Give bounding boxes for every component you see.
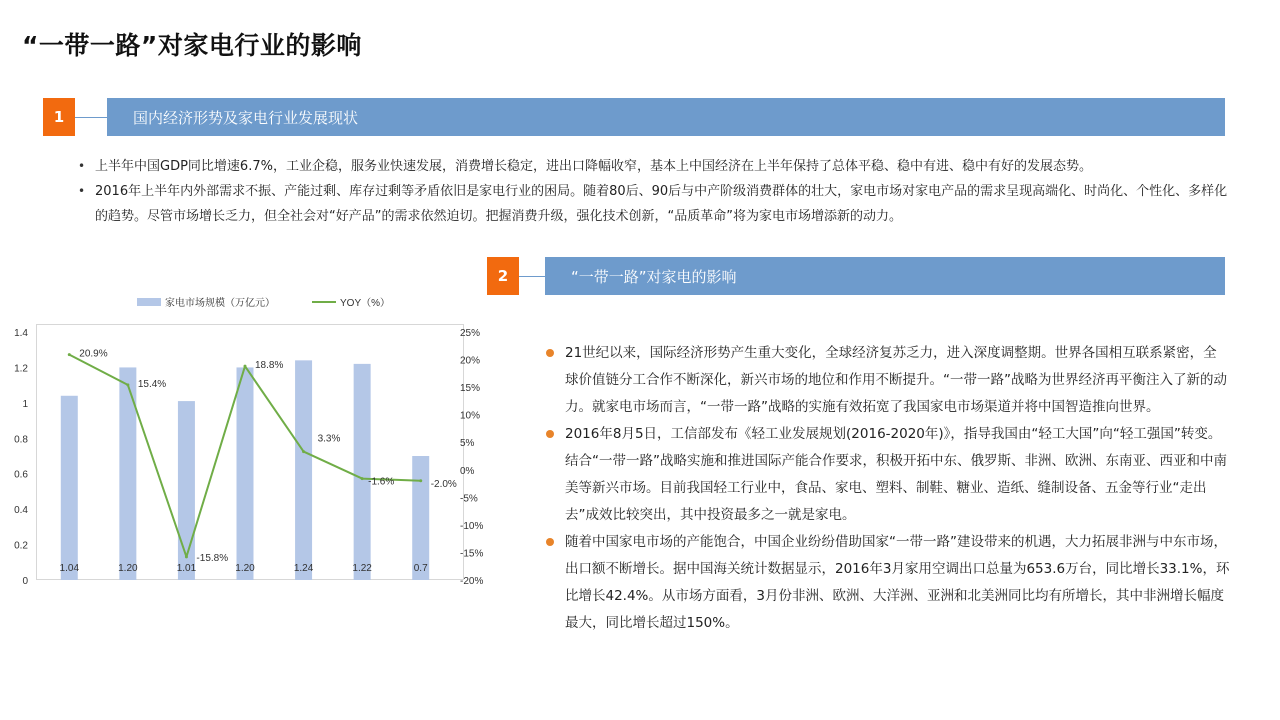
section-2-connector <box>519 276 545 277</box>
yoy-value-label: -1.6% <box>368 476 395 488</box>
left-axis-tick-label: 0.6 <box>14 469 28 481</box>
yoy-point <box>361 477 364 480</box>
yoy-point <box>68 353 71 356</box>
right-axis-tick-label: -15% <box>460 548 484 560</box>
bar <box>237 367 254 580</box>
yoy-value-label: 3.3% <box>317 433 341 445</box>
right-axis-tick-label: 5% <box>460 438 475 450</box>
yoy-point <box>419 479 422 482</box>
bar <box>295 360 312 580</box>
section-2-bullet: 2016年8月5日，工信部发布《轻工业发展规划(2016-2020年)》，指导我国由“轻工大国”向“轻工强国”转变。结合“一带一路”战略实施和推进国际产能合作要求，积极开拓中东、俄罗斯、非洲、欧洲、东南亚、西亚和中南美等新兴市场。目前我国轻工行业中，食品、家电、塑料、制鞋、糖业、造纸、缝制设备、五金等行业“走出去”成效比较突出，其中投资最多之一就是家电。 <box>545 421 1230 529</box>
bar-value-label: 1.20 <box>235 563 255 574</box>
right-axis-tick-label: -20% <box>460 576 484 587</box>
section-2-heading: “一带一路”对家电的影响 <box>545 257 1225 295</box>
market-chart <box>0 290 500 590</box>
section-2-bullet: 随着中国家电市场的产能饱合，中国企业纷纷借助国家“一带一路”建设带来的机遇，大力拓展非洲与中东市场，出口额不断增长。据中国海关统计数据显示，2016年3月家用空调出口总量为653.6万台，同比增长33.1%，环比增长42.4%。从市场方面看，3月份非洲、欧洲、大洋洲、亚洲和北美洲同比均有所增长，其中非洲增长幅度最大，同比增长超过150%。 <box>545 529 1230 637</box>
right-axis-tick-label: 20% <box>460 355 481 367</box>
section-1-connector <box>75 117 107 118</box>
legend-bar-label: 家电市场规模（万亿元） <box>165 298 275 309</box>
section-2-bullet: 21世纪以来，国际经济形势产生重大变化，全球经济复苏乏力，进入深度调整期。世界各国相互联系紧密，全球价值链分工合作不断深化，新兴市场的地位和作用不断提升。“一带一路”战略为世界经济再平衡注入了新的动力。就家电市场而言，“一带一路”战略的实施有效拓宽了我国家电市场渠道并将中国智造推向世界。 <box>545 340 1230 421</box>
right-axis-tick-label: 0% <box>460 465 475 477</box>
left-axis-tick-label: 0.2 <box>14 540 28 552</box>
section-1-heading: 国内经济形势及家电行业发展现状 <box>107 98 1225 136</box>
right-axis-tick-label: -10% <box>460 520 484 532</box>
yoy-value-label: 20.9% <box>79 348 108 360</box>
section-1-bullet: • 上半年中国GDP同比增速6.7%，工业企稳，服务业快速发展，消费增长稳定，进出口降幅收窄，基本上中国经济在上半年保持了总体平稳、稳中有进、稳中有好的发展态势。 <box>78 154 1228 179</box>
section-1-bullet: • 2016年上半年内外部需求不振、产能过剩、库存过剩等矛盾依旧是家电行业的困局。随着80后、90后与中产阶级消费群体的壮大，家电市场对家电产品的需求呈现高端化、时尚化、个性化、多样化的趋势。尽管市场增长乏力，但全社会对“好产品”的需求依然迫切。把握消费升级，强化技术创新，“品质革命”将为家电市场增添新的动力。 <box>78 179 1228 229</box>
section-1-number: 1 <box>43 98 75 136</box>
section-1-bullet-list <box>78 154 1228 229</box>
bar <box>354 364 371 580</box>
left-axis-tick-label: 1.2 <box>14 363 28 375</box>
right-axis-tick-label: 15% <box>460 383 481 395</box>
section-2-number: 2 <box>487 257 519 295</box>
yoy-value-label: 15.4% <box>137 378 167 390</box>
bar-value-label: 1.24 <box>293 563 314 574</box>
bar-value-label: 1.20 <box>118 563 138 574</box>
right-axis-tick-label: 25% <box>460 328 481 339</box>
left-axis-tick-label: 0.4 <box>14 505 28 517</box>
left-axis-tick-label: 0.8 <box>14 434 28 446</box>
legend-line-label: YOY（%） <box>340 298 391 309</box>
bar-value-label: 1.01 <box>176 563 197 574</box>
left-axis-tick-label: 1.4 <box>14 328 28 339</box>
yoy-value-label: -15.8% <box>196 552 229 564</box>
section-2-bullet-list <box>545 340 1230 637</box>
bar-value-label: 0.7 <box>413 563 428 574</box>
right-axis-tick-label: -5% <box>460 493 478 505</box>
right-axis-tick-label: 10% <box>460 410 481 422</box>
yoy-point <box>126 383 129 386</box>
left-axis-tick-label: 1 <box>22 398 28 410</box>
yoy-point <box>244 365 247 368</box>
bar <box>178 401 195 580</box>
yoy-value-label: 18.8% <box>255 360 284 372</box>
bar-value-label: 1.22 <box>352 563 372 574</box>
bar-value-label: 1.04 <box>59 563 80 574</box>
chart-svg <box>0 290 500 590</box>
left-axis-tick-label: 0 <box>22 576 28 587</box>
bar <box>412 456 429 580</box>
yoy-point <box>302 450 305 453</box>
yoy-value-label: -2.0% <box>430 478 457 490</box>
yoy-point <box>185 555 188 558</box>
bar <box>61 396 78 580</box>
page-title: “一带一路”对家电行业的影响 <box>22 31 362 60</box>
legend-bar-swatch <box>137 298 161 306</box>
